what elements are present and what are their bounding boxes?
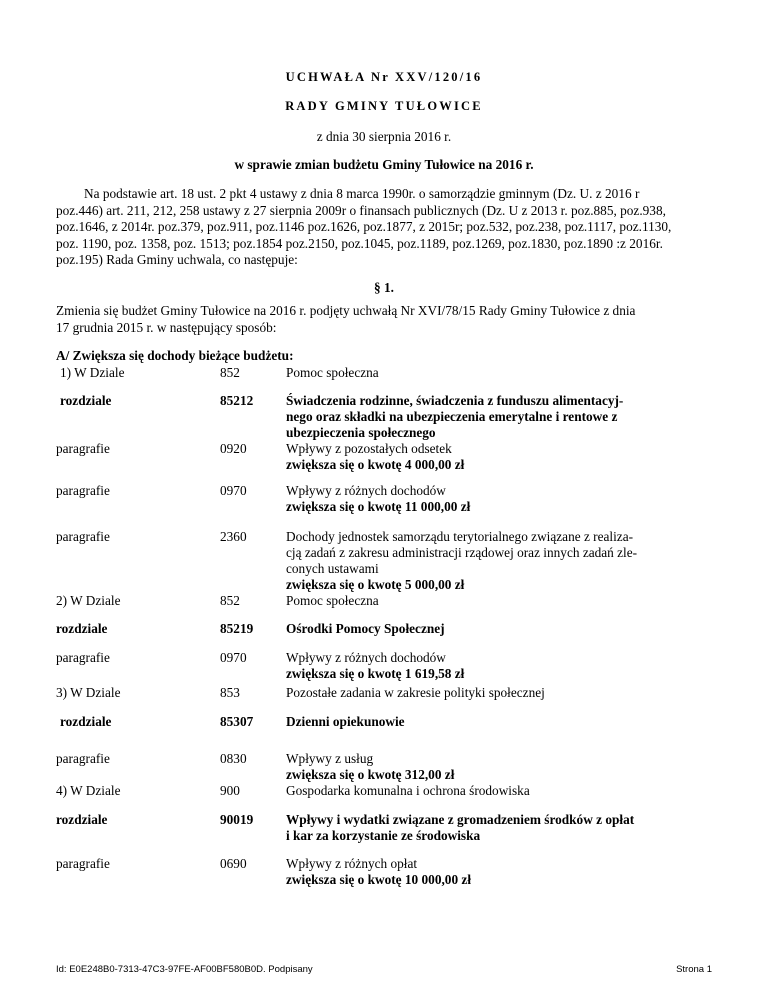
intro-line: Zmienia się budżet Gminy Tułowice na 2016 r. podjęty uchwałą Nr XVI/78/15 Rady Gminy Tułowice z dnia: [56, 303, 636, 318]
row-desc-line: Wpływy i wydatki związane z gromadzeniem środków z opłat: [286, 812, 635, 827]
council-name: RADY GMINY TUŁOWICE: [285, 99, 483, 113]
row-code: 852: [220, 365, 240, 380]
row-label: paragrafie: [56, 751, 110, 766]
row-label: paragrafie: [56, 441, 110, 456]
row-desc: [286, 441, 464, 473]
footer-document-id: Id: E0E248B0-7313-47C3-97FE-AF00BF580B0D. Podpisany: [56, 964, 313, 975]
row-desc: Dzienni opiekunowie: [286, 714, 405, 729]
row-amount: zwiększa się o kwotę 5 000,00 zł: [286, 577, 465, 592]
row-desc-line: i kar za korzystanie ze środowiska: [286, 828, 481, 843]
row-label: paragrafie: [56, 650, 110, 665]
row-desc: [286, 483, 470, 515]
row-label: paragrafie: [56, 529, 110, 544]
row-desc: Pozostałe zadania w zakresie polityki społecznej: [286, 685, 545, 700]
row-desc-line: Wpływy z usług: [286, 751, 374, 766]
row-label: rozdziale: [60, 714, 112, 729]
row-desc-line: Wpływy z różnych dochodów: [286, 483, 446, 498]
row-label: paragrafie: [56, 483, 110, 498]
preamble-line: poz. 1190, poz. 1358, poz. 1513; poz.1854 poz.2150, poz.1045, poz.1189, poz.1269, poz.1830, poz.1890 :z 2016r.: [56, 235, 663, 251]
row-desc-line: Wpływy z różnych dochodów: [286, 650, 446, 665]
row-desc-line: cją zadań z zakresu administracji rządowej oraz innych zadań zle-: [286, 545, 638, 560]
footer-page-number: Strona 1: [676, 964, 712, 975]
row-amount: zwiększa się o kwotę 1 619,58 zł: [286, 666, 465, 681]
preamble-line: Na podstawie art. 18 ust. 2 pkt 4 ustawy z dnia 8 marca 1990r. o samorządzie gminnym (Dz. U. z 2016 r: [84, 186, 640, 201]
row-label: 1) W Dziale: [60, 365, 125, 380]
row-code: 0920: [220, 441, 247, 456]
row-code: 0970: [220, 483, 247, 498]
row-code: 900: [220, 783, 240, 798]
resolution-subject: w sprawie zmian budżetu Gminy Tułowice na 2016 r.: [234, 157, 534, 172]
preamble-line: poz.195) Rada Gminy uchwala, co następuje:: [56, 252, 298, 267]
row-desc: Pomoc społeczna: [286, 593, 379, 608]
row-code: 2360: [220, 529, 247, 544]
row-code: 85219: [220, 621, 254, 636]
row-label: rozdziale: [56, 812, 108, 827]
row-desc-line: Wpływy z różnych opłat: [286, 856, 418, 871]
row-desc-line: ubezpieczenia społecznego: [286, 425, 436, 440]
preamble: [56, 186, 712, 269]
intro-line: 17 grudnia 2015 r. w następujący sposób:: [56, 319, 277, 335]
row-code: 90019: [220, 812, 254, 827]
section-mark: § 1.: [374, 280, 394, 295]
row-code: 85212: [220, 393, 254, 408]
row-desc: Ośrodki Pomocy Społecznej: [286, 621, 445, 636]
heading-a: A/ Zwiększa się dochody bieżące budżetu:: [56, 348, 294, 363]
row-code: 853: [220, 685, 240, 700]
row-desc: [286, 812, 634, 844]
row-desc-line: Wpływy z pozostałych odsetek: [286, 441, 452, 456]
row-desc-line: Świadczenia rodzinne, świadczenia z funduszu alimentacyj-: [286, 393, 624, 408]
preamble-line: poz.446) art. 211, 212, 258 ustawy z 27 sierpnia 2009r o finansach publicznych (Dz. U z 2013 r. poz.885, poz.938,: [56, 202, 666, 218]
row-desc: [286, 751, 454, 783]
row-desc: [286, 393, 623, 441]
preamble-line: poz.1646, z 2014r. poz.379, poz.911, poz.1146 poz.1626, poz.1877, z 2015r; poz.532, poz.238, poz.1117, poz.1130,: [56, 219, 672, 234]
resolution-title: UCHWAŁA Nr XXV/120/16: [285, 70, 483, 84]
row-label: paragrafie: [56, 856, 110, 871]
intro: [56, 303, 712, 336]
row-desc-line: Dochody jednostek samorządu terytorialnego związane z realiza-: [286, 529, 634, 544]
row-desc: [286, 650, 464, 682]
row-code: 852: [220, 593, 240, 608]
row-desc: [286, 856, 471, 888]
row-desc-line: nego oraz składki na ubezpieczenia emerytalne i rentowe z: [286, 409, 618, 424]
row-desc: Gospodarka komunalna i ochrona środowiska: [286, 783, 530, 798]
row-code: 85307: [220, 714, 254, 729]
row-label: 3) W Dziale: [56, 685, 121, 700]
row-amount: zwiększa się o kwotę 11 000,00 zł: [286, 499, 471, 514]
row-desc: Pomoc społeczna: [286, 365, 379, 380]
row-desc: [286, 529, 637, 593]
resolution-date: z dnia 30 sierpnia 2016 r.: [316, 129, 452, 144]
row-label: rozdziale: [60, 393, 112, 408]
row-amount: zwiększa się o kwotę 312,00 zł: [286, 767, 455, 782]
row-code: 0970: [220, 650, 247, 665]
row-amount: zwiększa się o kwotę 4 000,00 zł: [286, 457, 465, 472]
row-code: 0830: [220, 751, 247, 766]
row-label: 2) W Dziale: [56, 593, 121, 608]
row-label: rozdziale: [56, 621, 108, 636]
row-amount: zwiększa się o kwotę 10 000,00 zł: [286, 872, 472, 887]
row-code: 0690: [220, 856, 247, 871]
row-label: 4) W Dziale: [56, 783, 121, 798]
row-desc-line: conych ustawami: [286, 561, 379, 576]
